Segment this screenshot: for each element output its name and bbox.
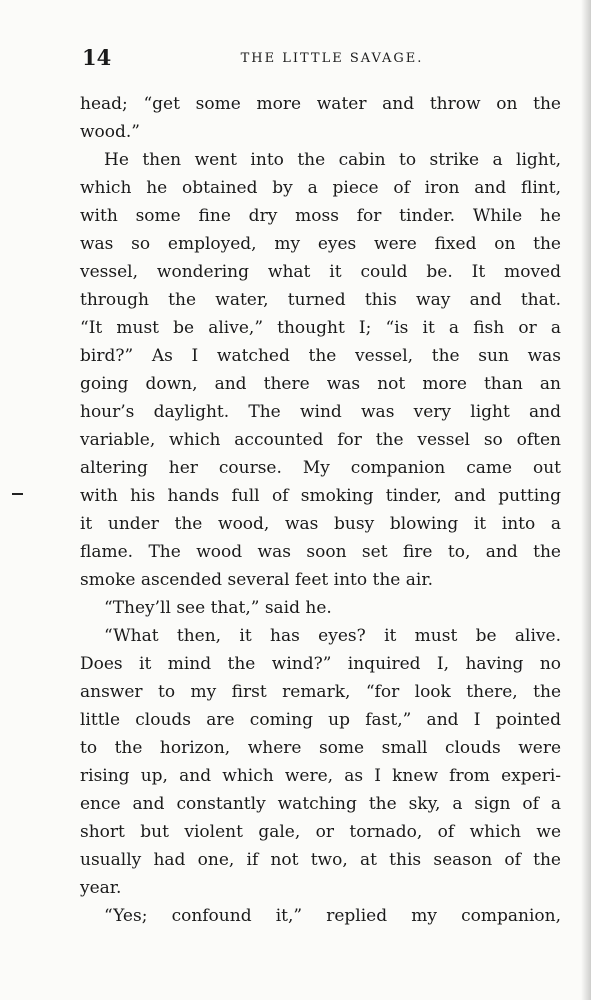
text-line: altering her course. My companion came out [80, 458, 561, 478]
text-line: vessel, wondering what it could be. It moved [80, 262, 561, 282]
text-line: Does it mind the wind?” inquired I, having no [80, 654, 561, 674]
text-line: short but violent gale, or tornado, of which we [80, 822, 561, 842]
text-line: “It must be alive,” thought I; “is it a fish or a [80, 318, 561, 338]
text-line: it under the wood, was busy blowing it into a [80, 514, 561, 534]
text-line: bird?” As I watched the vessel, the sun was [80, 346, 561, 366]
text-line: with some fine dry moss for tinder. While he [80, 206, 561, 226]
text-line: variable, which accounted for the vessel so often [80, 430, 561, 450]
text-line: He then went into the cabin to strike a light, [104, 150, 561, 170]
text-line: to the horizon, where some small clouds were [80, 738, 561, 758]
text-line: going down, and there was not more than an [80, 374, 561, 394]
text-line: answer to my first remark, “for look there, the [80, 682, 561, 702]
text-line: was so employed, my eyes were fixed on the [80, 234, 561, 254]
page-header [82, 45, 560, 75]
text-line: “They’ll see that,” said he. [104, 598, 332, 618]
text-line: ence and constantly watching the sky, a sign of a [80, 794, 561, 814]
margin-mark [12, 493, 23, 495]
text-line: which he obtained by a piece of iron and flint, [80, 178, 561, 198]
text-line: “What then, it has eyes? it must be alive. [104, 626, 561, 646]
text-line: little clouds are coming up fast,” and I pointed [80, 710, 561, 730]
text-line: hour’s daylight. The wind was very light and [80, 402, 561, 422]
page-number: 14 [82, 45, 112, 70]
text-line: usually had one, if not two, at this season of the [80, 850, 561, 870]
text-line: rising up, and which were, as I knew from experi- [80, 766, 561, 786]
text-line: head; “get some more water and throw on the [80, 94, 561, 114]
text-line: “Yes; confound it,” replied my companion, [104, 906, 561, 926]
text-line: flame. The wood was soon set fire to, and the [80, 542, 561, 562]
body-text [80, 90, 561, 930]
text-line: wood.” [80, 122, 140, 142]
text-line: with his hands full of smoking tinder, and putting [80, 486, 561, 506]
running-title: THE LITTLE SAVAGE. [240, 51, 424, 66]
text-line: smoke ascended several feet into the air. [80, 570, 433, 590]
text-line: year. [80, 878, 122, 898]
text-line: through the water, turned this way and that. [80, 290, 561, 310]
